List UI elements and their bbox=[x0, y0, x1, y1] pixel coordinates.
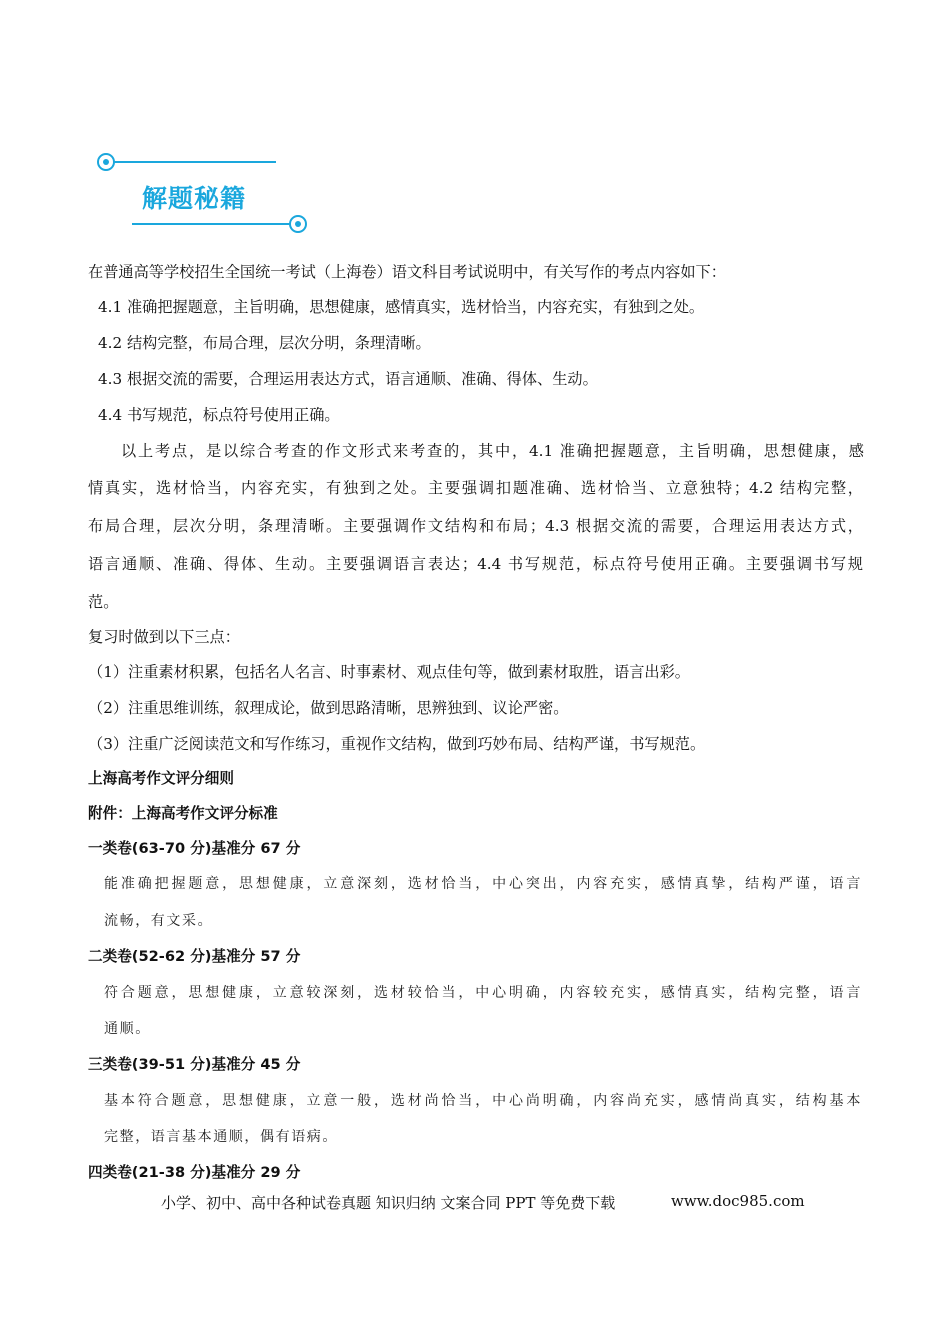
review-item: （1）注重素材积累，包括名人名言、时事素材、观点佳句等，做到素材取胜，语言出彩。 bbox=[88, 663, 690, 681]
grade-description: 基本符合题意，思想健康，立意一般，选材尚恰当，中心尚明确，内容尚充实，感情尚真实，结构基本 bbox=[104, 1093, 862, 1109]
grade-description: 能准确把握题意，思想健康，立意深刻，选材恰当，中心突出，内容充实，感情真挚，结构严谨，语言 bbox=[104, 876, 862, 892]
grade-title: 二类卷(52-62 分)基准分 57 分 bbox=[88, 948, 301, 965]
exam-point: 4.3 根据交流的需要，合理运用表达方式，语言通顺、准确、得体、生动。 bbox=[98, 370, 598, 388]
review-item: （3）注重广泛阅读范文和写作练习，重视作文结构，做到巧妙布局、结构严谨，书写规范。 bbox=[88, 735, 706, 753]
review-item: （2）注重思维训练，叙理成论，做到思路清晰，思辨独到、议论严密。 bbox=[88, 699, 569, 717]
exam-point: 4.4 书写规范，标点符号使用正确。 bbox=[98, 406, 340, 424]
appendix-heading: 附件：上海高考作文评分标准 bbox=[88, 805, 278, 822]
grade-title: 一类卷(63-70 分)基准分 67 分 bbox=[88, 840, 301, 857]
exam-point: 4.2 结构完整，布局合理，层次分明，条理清晰。 bbox=[98, 334, 431, 352]
section-logo bbox=[92, 150, 314, 242]
exam-point: 4.1 准确把握题意，主旨明确，思想健康，感情真实，选材恰当，内容充实，有独到之处。 bbox=[98, 298, 705, 316]
analysis-line: 语言通顺、准确、得体、生动。主要强调语言表达；4.4 书写规范，标点符号使用正确。主要强调书写规 bbox=[88, 555, 863, 573]
analysis-line: 布局合理，层次分明，条理清晰。主要强调作文结构和布局；4.3 根据交流的需要，合理运用表达方式， bbox=[88, 517, 863, 535]
intro-text: 在普通高等学校招生全国统一考试（上海卷）语文科目考试说明中，有关写作的考点内容如下： bbox=[88, 263, 726, 281]
analysis-line: 范。 bbox=[88, 593, 119, 611]
grade-description: 通顺。 bbox=[104, 1021, 151, 1037]
grade-title: 三类卷(39-51 分)基准分 45 分 bbox=[88, 1056, 301, 1073]
footer-text: 小学、初中、高中各种试卷真题 知识归纳 文案合同 PPT 等免费下载 bbox=[161, 1194, 616, 1212]
logo-title: 解题秘籍 bbox=[142, 184, 247, 213]
review-heading: 复习时做到以下三点： bbox=[88, 628, 240, 646]
footer-link[interactable]: www.doc985.com bbox=[671, 1192, 805, 1210]
grade-description: 流畅，有文采。 bbox=[104, 913, 214, 929]
grade-description: 完整，语言基本通顺，偶有语病。 bbox=[104, 1129, 338, 1145]
rules-heading: 上海高考作文评分细则 bbox=[88, 770, 234, 787]
grade-description: 符合题意，思想健康，立意较深刻，选材较恰当，中心明确，内容较充实，感情真实，结构完整，语言 bbox=[104, 985, 862, 1001]
analysis-line: 以上考点，是以综合考查的作文形式来考查的，其中，4.1 准确把握题意，主旨明确，思想健康，感 bbox=[121, 442, 864, 460]
grade-title: 四类卷(21-38 分)基准分 29 分 bbox=[88, 1164, 301, 1181]
analysis-line: 情真实，选材恰当，内容充实，有独到之处。主要强调扣题准确、选材恰当、立意独特；4.2 结构完整， bbox=[88, 479, 863, 497]
